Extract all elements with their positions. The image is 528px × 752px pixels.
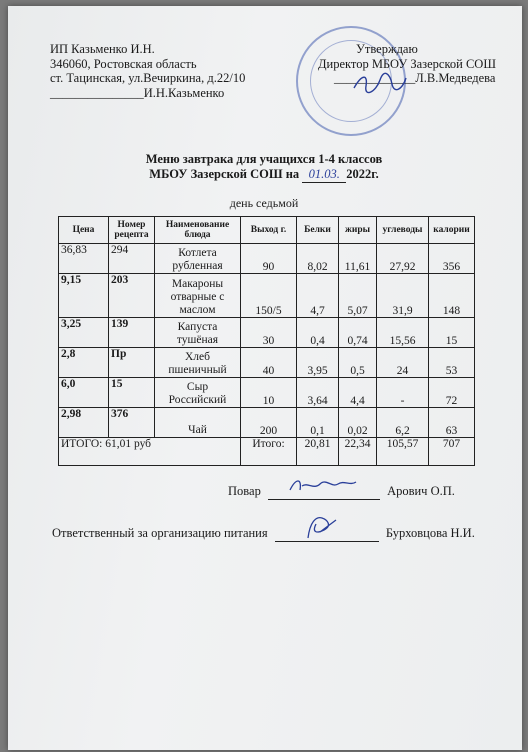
table-row [59,244,475,274]
cell-fat: 0,02 [339,408,377,438]
title-date: 01.03. [302,167,346,183]
cell-carbs: - [377,378,429,408]
cell-recipe: Пр [109,348,155,378]
cell-price: 36,83 [59,244,109,274]
cell-yield: 200 [241,408,297,438]
cell-recipe: 294 [109,244,155,274]
approval-position: Директор МБОУ Зазерской СОШ [318,56,496,71]
cell-yield: 30 [241,318,297,348]
total-itogo: Итого: [241,438,297,466]
cell-recipe: 139 [109,318,155,348]
cell-yield: 150/5 [241,274,297,318]
cell-carbs: 27,92 [377,244,429,274]
cell-protein: 0,4 [297,318,339,348]
cell-dish: Сыр Российский [155,378,241,408]
header-kcal: калории [429,217,475,244]
header-price: Цена [59,217,109,244]
table-row [59,348,475,378]
cell-protein: 3,64 [297,378,339,408]
menu-table [58,216,475,466]
table-row [59,408,475,438]
cell-carbs: 15,56 [377,318,429,348]
cell-price: 2,98 [59,408,109,438]
cell-fat: 11,61 [339,244,377,274]
cell-kcal: 148 [429,274,475,318]
cell-kcal: 53 [429,348,475,378]
responsible-signature-row [52,526,475,542]
cell-dish: Чай [155,408,241,438]
cell-dish: Котлета рубленная [155,244,241,274]
cell-price: 6,0 [59,378,109,408]
cook-label: Повар [228,484,261,498]
menu-title [0,152,528,183]
cell-carbs: 24 [377,348,429,378]
approval-title: Утверждаю [356,42,418,56]
cell-protein: 0,1 [297,408,339,438]
header-protein: Белки [297,217,339,244]
cell-dish: Хлеб пшеничный [155,348,241,378]
cell-carbs: 31,9 [377,274,429,318]
total-fat: 22,34 [339,438,377,466]
cell-yield: 40 [241,348,297,378]
org-street: ст. Тацинская, ул.Вечиркина, д.22/10 [50,71,246,85]
org-signature-line: _______________И.Н.Казьменко [50,85,225,100]
title-line2 [0,167,528,183]
table-row [59,378,475,408]
cell-carbs: 6,2 [377,408,429,438]
cell-recipe: 376 [109,408,155,438]
total-kcal: 707 [429,438,475,466]
table-row [59,318,475,348]
header-yield: Выход г. [241,217,297,244]
total-carbs: 105,57 [377,438,429,466]
director-signature [352,70,408,96]
approval-signature-line: _____________Л.В.Медведева [334,71,496,85]
org-name: ИП Казьменко И.Н. [50,42,155,56]
total-protein: 20,81 [297,438,339,466]
cell-fat: 4,4 [339,378,377,408]
day-label: день седьмой [229,196,299,210]
responsible-name: Бурховцова Н.И. [385,526,475,540]
organization-block [50,42,245,100]
cell-price: 2,8 [59,348,109,378]
cell-recipe: 203 [109,274,155,318]
title-prefix: МБОУ Зазерской СОШ на [149,167,300,181]
title-suffix: 2022г. [346,167,379,181]
table-total-row [59,438,475,466]
cell-kcal: 15 [429,318,475,348]
responsible-signature [302,512,342,544]
cell-protein: 8,02 [297,244,339,274]
header-carbs: углеводы [377,217,429,244]
cell-dish: Макароны отварные с маслом [155,274,241,318]
table-row [59,274,475,318]
cell-kcal: 63 [429,408,475,438]
cook-name: Арович О.П. [387,484,455,498]
total-label: ИТОГО: 61,01 руб [59,438,241,466]
cell-recipe: 15 [109,378,155,408]
table-body [59,244,475,438]
responsible-label: Ответственный за организацию питания [52,526,268,540]
cell-fat: 0,74 [339,318,377,348]
org-address: 346060, Ростовская область [50,56,197,71]
title-line1: Меню завтрака для учащихся 1-4 классов [145,152,383,166]
cell-protein: 4,7 [297,274,339,318]
cell-protein: 3,95 [297,348,339,378]
cell-yield: 10 [241,378,297,408]
cell-dish: Капуста тушёная [155,318,241,348]
header-dish: Наименование блюда [155,217,241,244]
cell-fat: 5,07 [339,274,377,318]
header-recipe: Номер рецепта [109,217,155,244]
cell-fat: 0,5 [339,348,377,378]
cell-price: 3,25 [59,318,109,348]
cell-yield: 90 [241,244,297,274]
cook-signature [288,476,358,496]
cell-kcal: 72 [429,378,475,408]
cell-kcal: 356 [429,244,475,274]
table-header-row [59,217,475,244]
header-fat: жиры [339,217,377,244]
cell-price: 9,15 [59,274,109,318]
